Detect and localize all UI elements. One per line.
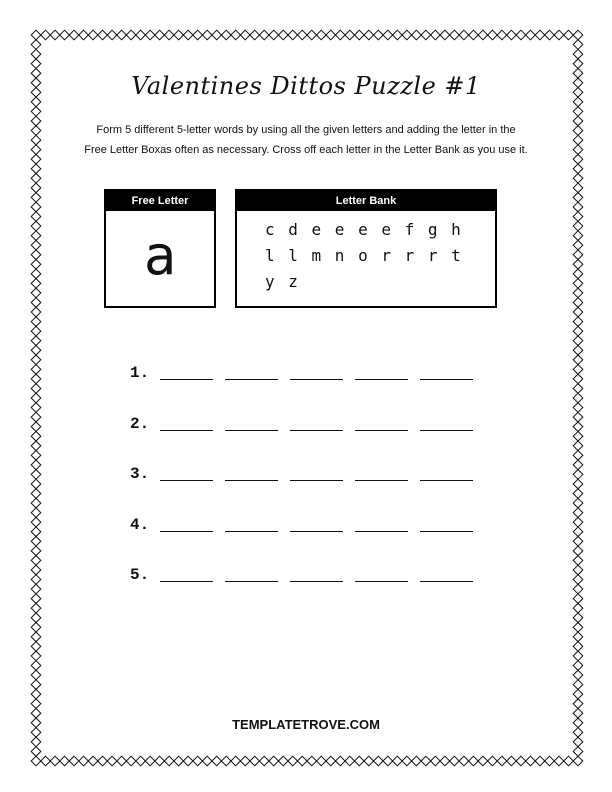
answer-list bbox=[130, 362, 485, 615]
answer-row bbox=[130, 514, 485, 565]
answer-blank[interactable] bbox=[160, 463, 213, 481]
instructions-line-1: Form 5 different 5-letter words by using all the given letters and adding the letter in the bbox=[96, 124, 516, 136]
answer-blank[interactable] bbox=[420, 514, 473, 532]
answer-blank[interactable] bbox=[225, 413, 278, 431]
letter-bank-letters bbox=[237, 211, 495, 295]
letter-bank-row: l l m n o r r r t bbox=[265, 246, 463, 265]
answer-row bbox=[130, 564, 485, 615]
answer-blank[interactable] bbox=[225, 564, 278, 582]
answer-blank[interactable] bbox=[355, 514, 408, 532]
free-letter-box bbox=[104, 189, 216, 308]
answer-blank[interactable] bbox=[160, 514, 213, 532]
puzzle-title: Valentines Dittos Puzzle #1 bbox=[131, 72, 481, 100]
answer-blank[interactable] bbox=[160, 413, 213, 431]
letter-bank-row: c d e e e e f g h bbox=[265, 220, 463, 239]
instructions-line-2: Free Letter Boxas often as necessary. Cross off each letter in the Letter Bank as you use it. bbox=[84, 144, 528, 156]
letter-bank-row: y z bbox=[265, 272, 300, 291]
answer-blank[interactable] bbox=[420, 413, 473, 431]
answer-number: 4. bbox=[130, 515, 150, 534]
answer-number: 3. bbox=[130, 465, 150, 483]
answer-blank[interactable] bbox=[290, 463, 343, 481]
answer-number: 2. bbox=[130, 414, 150, 433]
answer-blank[interactable] bbox=[225, 514, 278, 532]
answer-blank[interactable] bbox=[160, 564, 213, 582]
answer-blank[interactable] bbox=[290, 362, 343, 380]
answer-number: 1. bbox=[130, 364, 150, 382]
answer-row bbox=[130, 463, 485, 514]
footer-brand: TEMPLATETROVE.COM bbox=[232, 717, 380, 732]
answer-blank[interactable] bbox=[225, 362, 278, 380]
instructions bbox=[70, 120, 542, 160]
answer-blank[interactable] bbox=[355, 413, 408, 431]
answer-blank[interactable] bbox=[420, 564, 473, 582]
letter-bank-header: Letter Bank bbox=[237, 191, 495, 211]
answer-row bbox=[130, 413, 485, 464]
answer-blank[interactable] bbox=[420, 463, 473, 481]
answer-blank[interactable] bbox=[290, 514, 343, 532]
answer-blank[interactable] bbox=[355, 564, 408, 582]
answer-row bbox=[130, 362, 485, 413]
answer-blank[interactable] bbox=[355, 362, 408, 380]
answer-blank[interactable] bbox=[420, 362, 473, 380]
answer-number: 5. bbox=[130, 566, 150, 584]
free-letter-value: a bbox=[143, 224, 177, 287]
answer-blank[interactable] bbox=[225, 463, 278, 481]
free-letter-header: Free Letter bbox=[106, 191, 214, 211]
answer-blank[interactable] bbox=[290, 564, 343, 582]
answer-blank[interactable] bbox=[290, 413, 343, 431]
answer-blank[interactable] bbox=[355, 463, 408, 481]
letter-bank-box bbox=[235, 189, 497, 308]
answer-blank[interactable] bbox=[160, 362, 213, 380]
